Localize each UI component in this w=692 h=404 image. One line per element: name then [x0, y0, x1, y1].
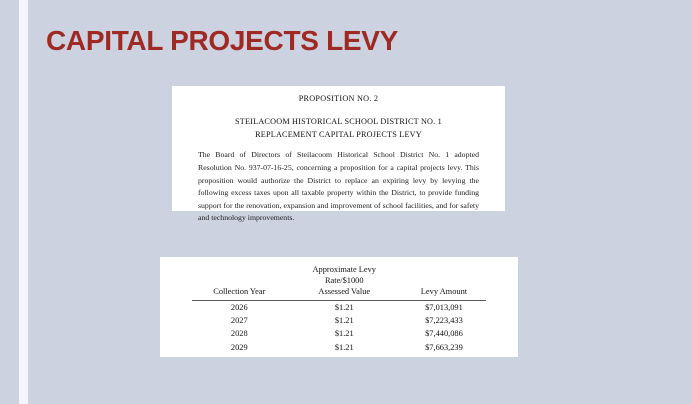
cell-assessed-value-rate: $1.21: [334, 342, 354, 352]
table-row: [192, 341, 486, 354]
cell-collection-year: 2026: [230, 302, 248, 312]
table-row: [192, 300, 486, 314]
left-accent-stripe: [19, 0, 28, 404]
levy-table-header-stack-row: [192, 265, 486, 287]
header-rate-line-2: Rate/$1000: [324, 275, 364, 285]
table-row: [192, 314, 486, 327]
header-rate-line-1: Approximate Levy: [312, 265, 376, 274]
cell-collection-year: 2029: [230, 342, 248, 352]
cell-levy-amount: $7,440,086: [425, 329, 463, 339]
cell-assessed-value-rate: $1.21: [334, 316, 354, 326]
proposition-number-heading: PROPOSITION NO. 2: [298, 94, 379, 103]
levy-table-panel: [160, 257, 518, 357]
header-rate-stack: [287, 265, 402, 287]
proposition-document: [172, 86, 505, 225]
cell-collection-year: 2027: [230, 316, 248, 326]
levy-table-header-label-row: [192, 287, 486, 299]
cell-levy-amount: $7,013,091: [425, 302, 463, 312]
levy-table-body: [192, 300, 486, 354]
district-name-heading: STEILACOOM HISTORICAL SCHOOL DISTRICT NO. 1: [235, 117, 442, 127]
levy-subtitle-heading: REPLACEMENT CAPITAL PROJECTS LEVY: [255, 129, 422, 139]
proposition-body-text: The Board of Directors of Steilacoom Historical School District No. 1 adopted Resolution No. 937-07-16-25, concerning a proposition for a capital projects levy. This proposition would authorize the District to replace an expiring levy by levying the following excess taxes upon all taxable property within the District, to provide funding support for the renovation, expansion and improvement of school facilities, and for safety and technology improvements.: [198, 150, 479, 223]
cell-collection-year: 2028: [230, 329, 248, 339]
cell-levy-amount: $7,223,433: [425, 316, 463, 326]
proposition-panel: [172, 86, 505, 223]
levy-table-head: [192, 265, 486, 300]
header-spacer-amount: [402, 265, 486, 287]
header-spacer-year: [192, 265, 287, 287]
header-assessed-value: Assessed Value: [318, 286, 371, 296]
header-collection-year: Collection Year: [213, 286, 266, 296]
header-levy-amount: Levy Amount: [420, 286, 468, 296]
levy-amount-table: [192, 265, 486, 354]
levy-table-container: [160, 257, 518, 354]
page-title: CAPITAL PROJECTS LEVY: [46, 25, 399, 56]
cell-levy-amount: $7,663,239: [425, 342, 463, 352]
cell-assessed-value-rate: $1.21: [334, 329, 354, 339]
table-row: [192, 327, 486, 340]
cell-assessed-value-rate: $1.21: [334, 302, 354, 312]
